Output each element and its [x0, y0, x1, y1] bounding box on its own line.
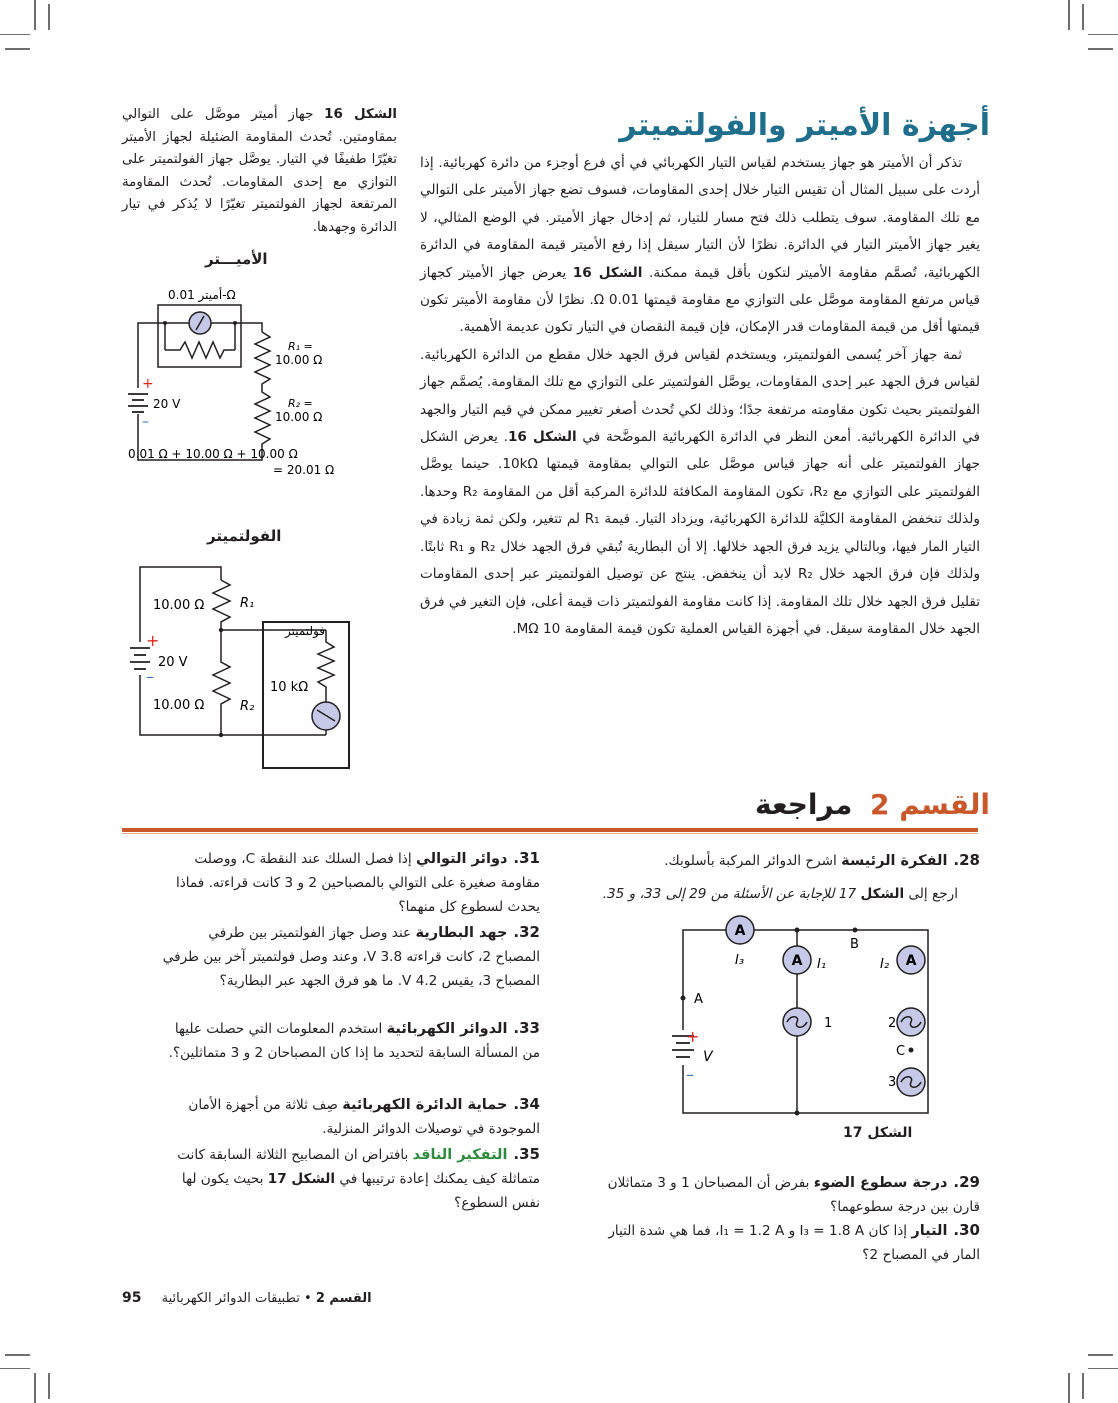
paragraph-ammeter: تذكر أن الأميتر هو جهاز يستخدم لقياس التيار الكهربائي في أي فرع أوجزء من دائرة كهربائية. إذا أردت على سبيل المثال أن تقيس التيار خلال إحدى المقاومات، فسوف تضع جهاز الأميتر على التوالي مع تلك المقاومة. سوف يتطلب ذلك فتح مسار للتيار، ثم إدخال جهاز الأميتر. في الوضع المثالي، لا يغير جهاز الأميتر التيار في الدائرة. نظرًا لأن التيار سيقل إذا رفع الأميتر قيمة المقاومة في الدائرة الكهربائية، تُصمَّم مقاومة الأميتر لتكون بأقل قيمة ممكنة. الشكل 16 يعرض جهاز الأميتر كجهاز قياس مرتفع المقاومة موصَّل على التوازي مع مقاومة قيمتها Ω 0.01. نظرًا لأن مقاومة الأميتر تكون قيمتها أقل من قيمة المقاومات قدر الإمكان، فإن قيمة النقصان في التيار تكون عديمة الأهمية. — [420, 155, 981, 336]
svg-text:C: C — [896, 1044, 906, 1059]
svg-text:R₂ =: R₂ = — [288, 397, 313, 410]
crop-mark — [1082, 4, 1084, 30]
bulb-3-icon — [897, 1068, 925, 1096]
crop-mark — [1068, 0, 1070, 30]
figure-ref: الشكل 16 — [507, 429, 577, 446]
resistance-sum: 0.01 Ω + 10.00 Ω + 10.00 Ω — [128, 447, 298, 461]
svg-text:3: 3 — [888, 1075, 897, 1090]
svg-text:10 kΩ: 10 kΩ — [270, 680, 309, 695]
body-text — [420, 150, 980, 643]
ammeter-circuit-diagram — [120, 280, 340, 480]
plus-sign: + — [142, 376, 154, 392]
svg-text:V: V — [703, 1049, 713, 1065]
paragraph-voltmeter: ثمة جهاز آخر يُسمى الفولتميتر، ويستخدم لقياس فرق الجهد خلال مقطع من الدائرة الكهربائية. لقياس فرق الجهد عبر إحدى المقاومات، يوصَّل الفولتميتر على التوازي مع تلك المقاومة. يُصمَّم جهاز الفولتميتر بحيث تكون مقاومته مرتفعة جدًا؛ وذلك لكي تُحدث أصغر تغيير ممكن في قيم التيار والجهد في الدائرة الكهربائية. أمعن النظر في الدائرة الكهربائية الموضَّحة في الشكل 16. يعرض الشكل جهاز الفولتميتر على أنه جهاز قياس موصَّل على التوالي بمقاومة قيمتها 10kΩ. حينما يوصَّل الفولتميتر على التوازي مع R₂، تكون المقاومة المكافئة للدائرة المركبة أقل من المقاومة R₂ وحدها. ولذلك تنخفض المقاومة الكليَّة للدائرة الكهربائية، ويزداد التيار. قيمة R₁ لم تتغير، ولكن ثمة زيادة في التيار المار فيها، وبالتالي يزيد فرق الجهد خلالها. إلا أن البطارية تُبقي فرق الجهد خلال R₂ و R₁ ثابتًا. ولذلك فإن فرق الجهد خلال R₂ لابد أن ينخفض. ينتج عن توصيل الفولتميتر عبر إحدى المقاومات تقليل فرق الجهد خلال تلك المقاومة. إذا كانت مقاومة الفولتميتر ذات قيمة أعلى، فإن التغير في فرق الجهد خلال المقاومة سيقل. في أجهزة القياس العملية تكون قيمة المقاومة 10 MΩ. — [420, 346, 981, 637]
ammeter-i1-icon — [783, 946, 811, 974]
svg-text:10.00 Ω: 10.00 Ω — [153, 598, 205, 613]
svg-text:R₁: R₁ — [240, 596, 255, 611]
svg-text:1: 1 — [824, 1016, 833, 1031]
voltmeter-label: فولتميتر — [285, 624, 326, 638]
figure-17-reference: ارجع إلى الشكل 17 للإجابة عن الأسئلة من 29 إلى 33، و 35. — [602, 886, 958, 902]
svg-text:–: – — [686, 1065, 694, 1084]
crop-mark — [1068, 1373, 1070, 1403]
svg-text:I₂: I₂ — [880, 957, 890, 972]
crop-mark — [1082, 1373, 1084, 1399]
crop-mark — [1088, 34, 1118, 35]
svg-text:10.00 Ω: 10.00 Ω — [153, 698, 205, 713]
svg-text:+: + — [146, 631, 160, 650]
crop-mark — [0, 34, 30, 35]
svg-text:A: A — [791, 953, 803, 969]
crop-mark — [48, 4, 50, 30]
crop-mark — [48, 1373, 50, 1399]
crop-mark — [34, 1373, 36, 1403]
crop-mark — [1088, 48, 1113, 50]
svg-text:A: A — [694, 992, 703, 1007]
question-34: 34.حماية الدائرة الكهربائية صِف ثلاثة من أجهزة الأمان الموجودة في توصيلات الدوائر المنزلية. — [188, 1095, 540, 1137]
question-31: 31.دوائر التوالي إذا فصل السلك عند النقطة C، ووصلت مقاومة صغيرة على التوالي بالمصباحين 2 و 3 كانت قراءته. فماذا يحدث لسطوع كل منهما؟ — [175, 849, 540, 915]
crop-mark — [34, 0, 36, 30]
figure-16-caption: الشكل 16 جهاز أميتر موصَّل على التوالي بمقاومتين. تُحدث المقاومة الضئيلة لجهاز الأميتر تغيّرًا طفيفًا في التيار. يوصَّل جهاز الفولتميتر على التوازي مع إحدى المقاومات. تُحدث المقاومة المرتفعة لجهاز الفولتميتر تغيّرًا لا يُذكر في تيار الدائرة وجهدها. — [122, 107, 397, 235]
svg-text:R₁ =: R₁ = — [288, 340, 313, 353]
question-33: 33.الدوائر الكهربائية استخدم المعلومات التي حصلت عليها من المسألة السابقة لتحديد ما إذا كان المصباحان 2 و 3 متماثلين؟. — [168, 1019, 540, 1061]
crop-mark — [5, 48, 30, 50]
svg-text:10.00 Ω: 10.00 Ω — [275, 410, 323, 424]
minus-sign: – — [142, 414, 149, 430]
question-28: 28.الفكرة الرئيسة اشرح الدوائر المركبة بأسلوبك. — [664, 851, 980, 869]
ammeter-i2-icon — [897, 946, 925, 974]
figure-17-circuit — [660, 910, 940, 1150]
voltmeter-diagram-title: الفولتميتر — [207, 527, 282, 545]
ammeter-label: أميتر 0.01-Ω — [168, 288, 236, 302]
crop-mark — [1088, 1354, 1113, 1356]
svg-text:2: 2 — [888, 1016, 897, 1031]
svg-text:B: B — [850, 937, 859, 952]
question-35: 35.التفكير الناقد بافتراض ان المصابيح الثلاثة السابقة كانت متماثلة كيف يمكنك إعادة ترتيبها في الشكل 17 بحيث يكون لها نفس السطوع؟ — [177, 1145, 540, 1211]
section-divider — [122, 828, 978, 832]
ammeter-i3-icon — [726, 916, 754, 944]
battery-voltage: 20 V — [158, 655, 188, 670]
svg-text:= 20.01 Ω: = 20.01 Ω — [273, 463, 335, 477]
bulb-1-icon — [783, 1008, 811, 1036]
svg-text:I₁: I₁ — [817, 957, 827, 972]
question-32: 32.جهد البطارية عند وصل جهاز الفولتميتر بين طرفي المصباح 2، كانت قراءته 3.8 V، وعند وصل فولتميتر آخر بين طرفي المصباح 3، يقيس 4.2 V. ما هو فرق الجهد عبر البطارية؟ — [162, 923, 540, 989]
question-29: 29.درجة سطوع الضوء بفرض أن المصباحان 1 و 3 متماثلان قارن بين درجة سطوعهما؟ — [607, 1173, 980, 1215]
svg-text:A: A — [905, 953, 917, 969]
svg-text:–: – — [146, 667, 154, 686]
bulb-2-icon — [897, 1008, 925, 1036]
section-divider-thin — [122, 833, 978, 834]
question-30: 30.التيار إذا كان I₃ = 1.8 A و I₁ = 1.2 A، فما هي شدة التيار المار في المصباح 2؟ — [608, 1221, 980, 1263]
section-review-title: القسم 2 مراجعة — [754, 788, 990, 821]
svg-text:A: A — [734, 923, 746, 939]
svg-text:+: + — [686, 1027, 700, 1046]
page-heading: أجهزة الأميتر والفولتميتر — [619, 108, 990, 143]
page-footer: القسم 2 • تطبيقات الدوائر الكهربائية 95 — [122, 1290, 372, 1306]
voltmeter-circuit-diagram — [120, 550, 360, 770]
figure-ref: الشكل 16 — [572, 264, 643, 281]
crop-mark — [0, 1368, 30, 1369]
crop-mark — [5, 1354, 30, 1356]
svg-text:10.00 Ω: 10.00 Ω — [275, 353, 323, 367]
crop-mark — [1088, 1368, 1118, 1369]
svg-text:I₃: I₃ — [735, 953, 745, 968]
svg-text:R₂: R₂ — [240, 699, 255, 714]
page-number: 95 — [122, 1290, 142, 1306]
ammeter-diagram-title: الأميـــتر — [205, 250, 268, 268]
battery-voltage: 20 V — [153, 397, 181, 411]
figure-17-caption: الشكل 17 — [843, 1125, 913, 1141]
